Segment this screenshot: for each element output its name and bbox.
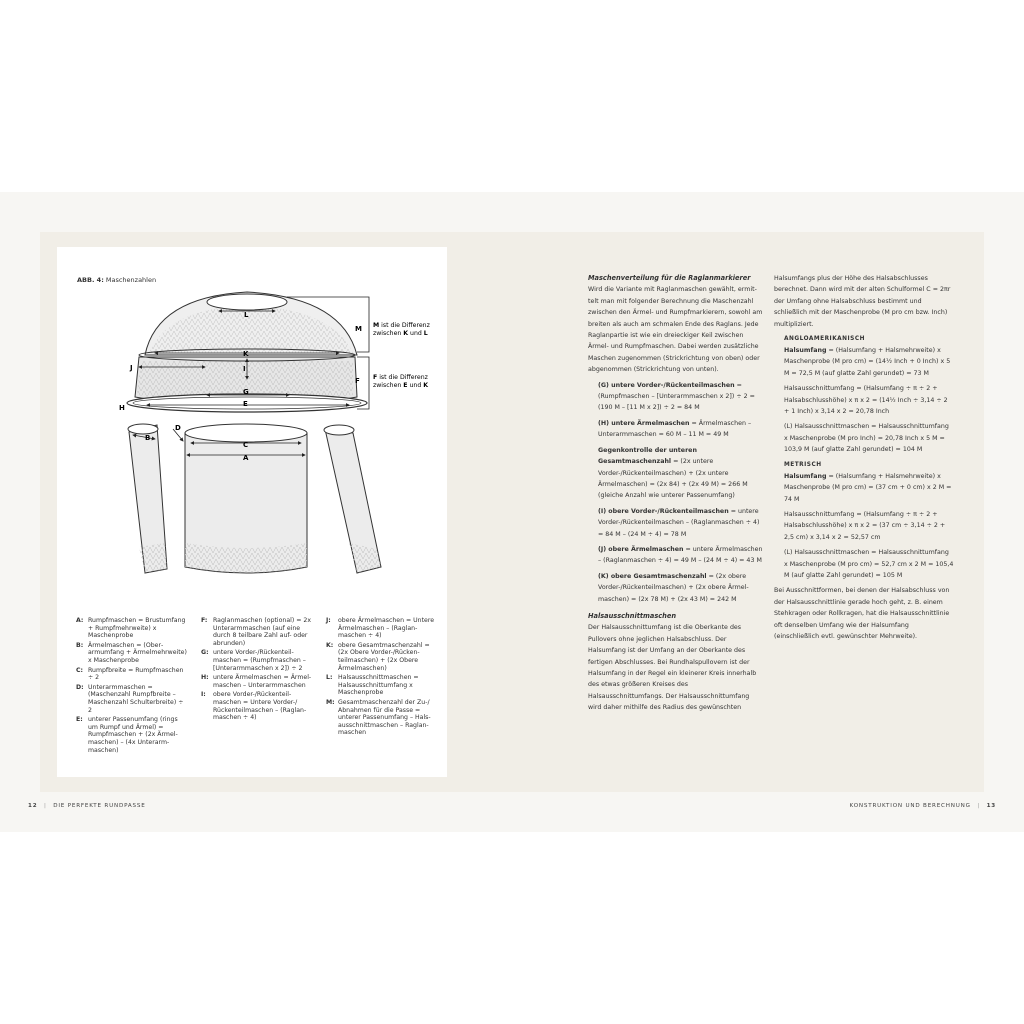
legend-item: L: Halsausschnittmaschen = Halsausschnittumfang x Maschenprobe <box>326 674 419 697</box>
formula-item: (L) Halsausschnittmaschen = Halsausschnittumfang x Maschenprobe (M pro cm) = 52,7 cm x 2 M = 105,4 M (auf glatte Zahl gerundet) = 105 M <box>784 549 954 579</box>
label-L: L <box>244 311 249 319</box>
label-I: I <box>243 365 246 373</box>
legend-item: C: Rumpfbreite = Rumpfmaschen ÷ 2 <box>76 666 184 682</box>
running-title-left: DIE PERFEKTE RUNDPASSE <box>53 803 146 809</box>
running-title-right: KONSTRUKTION UND BERECHNUNG <box>849 803 971 809</box>
legend-item: G: untere Vorder-/Rückenteilmaschen = (Rumpfmaschen – [Unterarmmaschen x 2]) ÷ 2 <box>201 649 306 672</box>
legend-item: D: Unterarmmaschen = (Maschenzahl Rumpfbreite – Maschenzahl Schulterbreite) ÷ 2 <box>76 683 184 714</box>
formula-item: (J) obere Ärmelmaschen = untere Ärmelmaschen – (Raglanmaschen ÷ 4) = 49 M – (24 M ÷ 4) = 43 M <box>598 545 763 565</box>
sweater-diagram <box>57 247 447 587</box>
neckline <box>207 294 287 310</box>
formula-item: (G) untere Vorder-/Rückenteilmaschen = (Rumpfmaschen – [Unterarmmaschen x 2]) ÷ 2 = (190 M – [11 M x 2]) ÷ 2 = 84 M <box>598 381 755 412</box>
legend-column-2 <box>201 617 313 724</box>
formula-item: (I) obere Vorder-/Rückenteilmaschen = untere Vorder-/Rückenteilmaschen – (Raglanmaschen ÷ 4) = 84 M – (24 M ÷ 4) = 78 M <box>598 507 760 538</box>
paragraph-intro: Halsumfangs plus der Höhe des Halsabschlusses berechnet. Dann wird mit der alten Schulformel C = 2πr der Umfang ohne Halsabschluss bestimmt und schließlich mit der Maschenprobe (M pro cm bzw. Inch) multipliziert. <box>774 275 951 328</box>
legend-item: K: obere Gesamtmaschenzahl = (2x Obere Vorder-/Rückenteilmaschen) + (2x Obere Ärmelmaschen) <box>326 641 430 672</box>
body-top <box>185 424 307 442</box>
legend-column-1 <box>76 617 188 756</box>
formula-item: Halsumfang = (Halsumfang + Halsmehrweite) x Maschenprobe (M pro cm) = (14½ Inch + 0 Inch) x 5 M = 72,5 M (auf glatte Zahl gerundet) = 73 M <box>784 347 951 377</box>
paragraph-raglan: Wird die Variante mit Raglanmaschen gewählt, ermittelt man mit folgender Berechnung die Maschenzahl zwischen den Ärmel- und Rumpfmarkierern, sowohl am breiten als auch am schmalen Ende des Raglans. Jede Raglanpartie ist wie ein dreieckiger Keil zwischen Ärmel- und Rumpfmaschen. Dabei werden zusätzliche Maschen zugenommen (Strickrichtung von oben) oder abgenommen (Strickrichtung von unten). <box>588 286 763 374</box>
text-column-middle <box>588 273 764 718</box>
heading-raglan: Maschenverteilung für die Raglanmarkierer <box>588 274 751 282</box>
anglo-section <box>774 334 954 581</box>
annotation-f: F ist die Differenz zwischen E und K <box>373 374 429 389</box>
figure-number: ABB. 4: <box>77 276 104 284</box>
page-number-right: 13 <box>986 803 996 809</box>
legend-item: H: untere Ärmelmaschen = Ärmelmaschen – Unterarmmaschen <box>201 674 312 689</box>
figure-title: Maschenzahlen <box>105 276 157 284</box>
legend-column-3 <box>326 617 436 739</box>
formula-item: Halsausschnittumfang = (Halsumfang ÷ π ÷ 2 + Halsabschlusshöhe) x π x 2 = (14½ Inch ÷ 3,14 ÷ 2 + 1 Inch) x 3,14 x 2 = 20,78 Inch <box>784 385 948 416</box>
label-J: J <box>130 364 133 372</box>
label-D: D <box>175 424 181 432</box>
legend-item: B: Ärmelmaschen = (Oberarmumfang + Ärmelmehrweite) x Maschenprobe <box>76 641 187 664</box>
label-A: A <box>243 454 249 462</box>
label-E: E <box>243 400 248 408</box>
formula-item: Halsumfang = (Halsumfang + Halsmehrweite) x Maschenprobe (M pro cm) = (37 cm + 0 cm) x 2 M = 74 M <box>784 472 952 503</box>
page-number-left: 12 <box>28 803 38 809</box>
heading-anglo: ANGLOAMERIKANISCH <box>784 336 865 343</box>
formula-item: (L) Halsausschnittmaschen = Halsausschnittumfang x Maschenprobe (M pro Inch) = 20,78 Inch x 5 M = 103,9 M (auf glatte Zahl gerundet) = 104 M <box>784 423 949 454</box>
paragraph-halsausschnitt: Der Halsausschnittumfang ist die Oberkante des Pullovers ohne jeglichen Halsabschluss. Der Halsumfang ist der Umfang an der Oberkante des fertigen Abschlusses. Bei Rundhalspullovern ist der Halsumfang in der Regel ein kleinerer Kreis innerhalb des etwas größeren Kreises des Halsausschnittumfangs. Der Halsausschnittumfang wird daher mithilfe des Radius des gewünschten <box>588 624 757 712</box>
label-M: M <box>355 325 362 333</box>
legend-item: M: Gesamtmaschenzahl der Zu-/ Abnahmen für die Passe = unterer Passenumfang – Halsausschnittmaschen – Raglanmaschen <box>326 698 431 737</box>
footer-right: KONSTRUKTION UND BERECHNUNG | 13 <box>849 803 996 809</box>
formula-list <box>588 380 764 605</box>
legend-item: F: Raglanmaschen (optional) = 2x Unterarmmaschen (auf eine durch 8 teilbare Zahl auf- oder abrunden) <box>201 617 311 647</box>
legend-item: A: Rumpfmaschen = Brustumfang + Rumpfmehrweite) x Maschenprobe <box>76 617 186 640</box>
annotation-m: M ist die Differenz zwischen K und L <box>373 322 430 337</box>
label-G: G <box>243 388 249 396</box>
footer-left: 12 | DIE PERFEKTE RUNDPASSE <box>28 803 146 809</box>
legend-item: I: obere Vorder-/Rückenteilmaschen = Untere Vorder-/ Rückenteilmaschen – (Raglanmaschen ÷ 4) <box>201 691 307 722</box>
legend-item: J: obere Ärmelmaschen = Untere Ärmelmaschen – (Raglanmaschen ÷ 4) <box>326 617 435 640</box>
heading-metrisch: METRISCH <box>784 461 822 468</box>
label-K: K <box>243 350 249 358</box>
formula-item: (H) untere Ärmelmaschen = Ärmelmaschen – Unterarmmaschen = 60 M – 11 M = 49 M <box>598 419 752 439</box>
formula-item: Gegenkontrolle der unteren Gesamtmaschenzahl = (2x untere Vorder-/Rückenteilmaschen) + (2x untere Ärmelmaschen) = (2x 84) + (2x 49 M) = 266 M (gleiche Anzahl wie unterer Passenumfang) <box>598 446 748 500</box>
heading-halsausschnitt: Halsausschnittmaschen <box>588 611 677 620</box>
label-F: F <box>355 377 360 385</box>
legend-item: E: unterer Passenumfang (rings um Rumpf und Ärmel) = Rumpfmaschen + (2x Ärmelmaschen) – (4x Unterarmmaschen) <box>76 716 178 754</box>
paragraph-end: Bei Ausschnittformen, bei denen der Halsabschluss von der Halsausschnittlinie gerade hoch geht, z. B. einem Stehkragen oder Rollkragen, hat die Halsausschnittlinie oft denselben Umfang wie der Halsumfang (einschließlich evtl. gewünschter Mehrweite). <box>774 587 950 640</box>
label-C: C <box>243 441 249 449</box>
label-H: H <box>119 404 125 412</box>
text-column-right <box>774 273 954 646</box>
label-B: B <box>145 434 151 442</box>
formula-item: (K) obere Gesamtmaschenzahl = (2x obere Vorder-/Rückenteilmaschen) + (2x obere Ärmelmaschen) = (2x 78 M) + (2x 43 M) = 242 M <box>598 572 749 603</box>
formula-item: Halsausschnittumfang = (Halsumfang ÷ π ÷ 2 + Halsabschlusshöhe) x π x 2 = (37 cm ÷ 3,14 ÷ 2 + 2,5 cm) x 3,14 x 2 = 52,57 cm <box>784 510 946 541</box>
